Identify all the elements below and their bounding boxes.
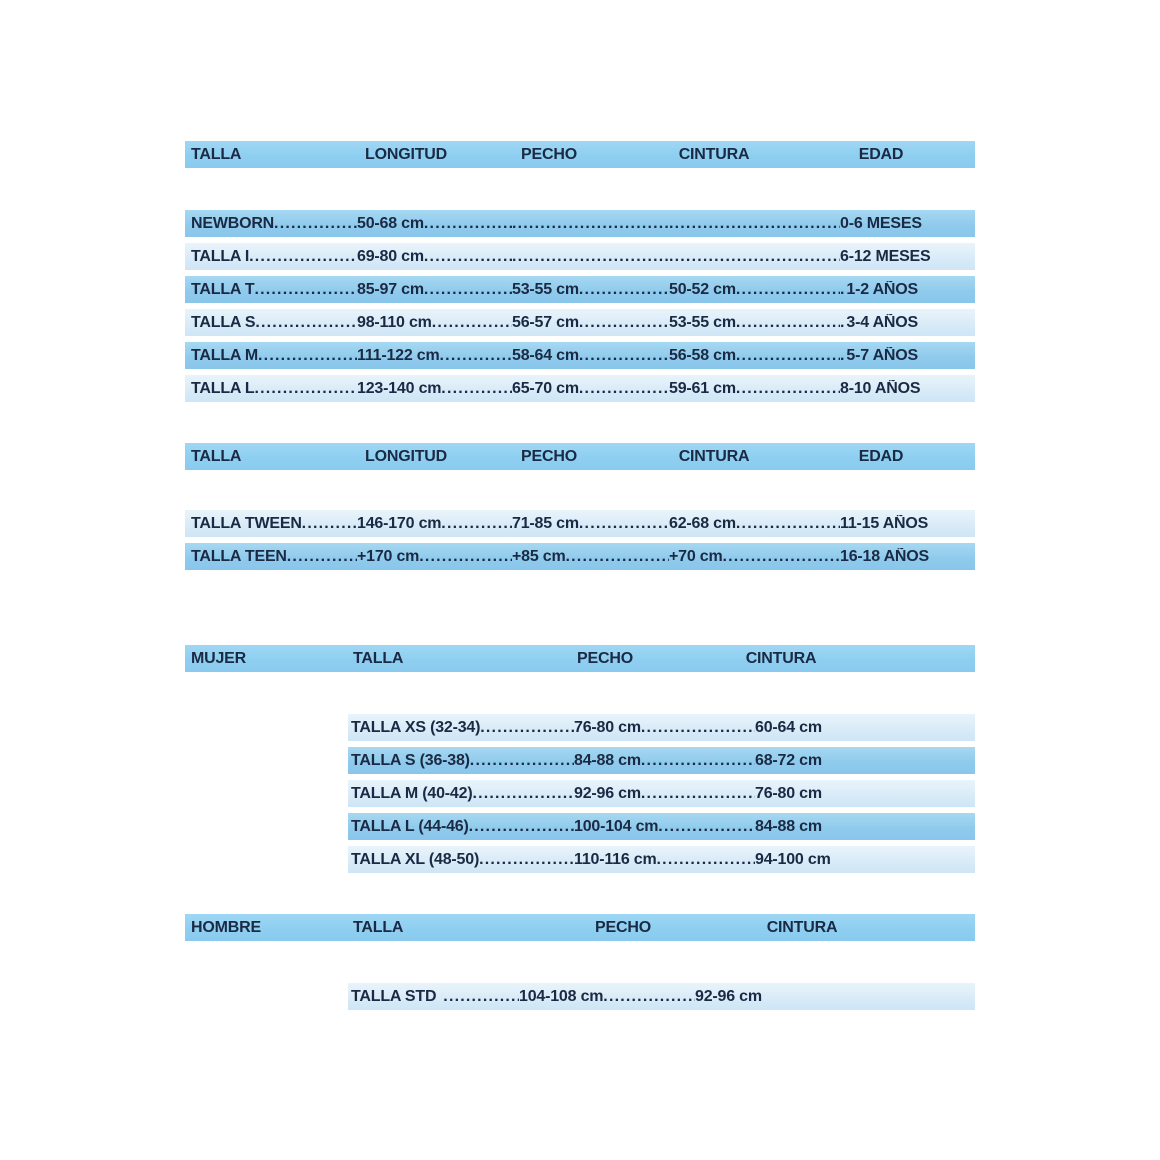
cell-label [191, 515, 357, 533]
column-header-cintura: CINTURA [766, 918, 838, 936]
table-row [348, 813, 975, 840]
table-row [185, 243, 975, 270]
cell-cintura [669, 515, 840, 533]
table-row [185, 309, 975, 336]
column-header-pecho: PECHO [521, 145, 577, 163]
cell-value: 85-97 cm [357, 280, 424, 298]
section-header-mujer: MUJER [191, 649, 247, 667]
cell-value: TALLA TWEEN [191, 514, 302, 532]
cell-value: 59-61 cm [669, 379, 736, 397]
cell-edad [840, 215, 975, 233]
cell-value: 6-12 MESES [840, 247, 931, 265]
table-rows [185, 510, 975, 570]
cell-edad [840, 314, 975, 332]
cell-label [351, 752, 574, 770]
cell-value: TALLA S (36-38) [351, 751, 470, 769]
cell-value: 1-2 AÑOS [846, 280, 918, 298]
cell-value: +85 cm [512, 547, 566, 565]
size-table-women [185, 645, 975, 873]
cell-value: TALLA XL (48-50) [351, 850, 480, 868]
cell-value: 98-110 cm [357, 313, 432, 331]
cell-value: 3-4 AÑOS [846, 313, 918, 331]
cell-value: 84-88 cm [574, 751, 641, 769]
cell-label [191, 380, 357, 398]
cell-value: 8-10 AÑOS [840, 379, 921, 397]
column-header-talla: TALLA [353, 649, 404, 667]
cell-label [351, 785, 574, 803]
cell-cintura [669, 281, 840, 299]
cell-value: 16-18 AÑOS [840, 547, 930, 565]
table-row [185, 510, 975, 537]
section-header-hombre: HOMBRE [191, 918, 261, 936]
column-header-talla: TALLA [191, 447, 242, 465]
size-table-men [185, 914, 975, 1010]
table-row [185, 375, 975, 402]
cell-longitud [357, 380, 512, 398]
cell-longitud [357, 248, 512, 266]
table-rows [185, 983, 975, 1010]
column-header-talla: TALLA [191, 145, 242, 163]
cell-cintura [695, 988, 975, 1006]
cell-value: NEWBORN [191, 214, 275, 232]
cell-value: 146-170 cm [357, 514, 442, 532]
cell-edad [840, 347, 975, 365]
column-header-edad: EDAD [858, 447, 904, 465]
cell-pecho [512, 347, 669, 365]
cell-label [351, 719, 574, 737]
cell-value: 5-7 AÑOS [846, 346, 918, 364]
cell-pecho [574, 719, 755, 737]
cell-longitud [357, 215, 512, 233]
cell-label [351, 851, 574, 869]
cell-longitud [357, 515, 512, 533]
cell-pecho [574, 818, 755, 836]
size-table-kids [185, 141, 975, 402]
cell-value: TALLA I [191, 247, 250, 265]
cell-cintura [669, 215, 840, 233]
cell-value: 71-85 cm [512, 514, 579, 532]
cell-value: 58-64 cm [512, 346, 579, 364]
cell-value: 60-64 cm [755, 718, 822, 736]
cell-value: 76-80 cm [574, 718, 641, 736]
cell-cintura [755, 851, 975, 869]
cell-pecho [512, 248, 669, 266]
cell-value: TALLA S [191, 313, 256, 331]
cell-value: 0-6 MESES [840, 214, 922, 232]
cell-value: +170 cm [357, 547, 420, 565]
cell-cintura [669, 314, 840, 332]
cell-value: 100-104 cm [574, 817, 659, 835]
cell-value: 84-88 cm [755, 817, 822, 835]
cell-value: 104-108 cm [519, 987, 604, 1005]
cell-longitud [357, 548, 512, 566]
cell-label [351, 818, 574, 836]
cell-label [191, 215, 357, 233]
table-row [348, 780, 975, 807]
cell-pecho [512, 281, 669, 299]
cell-cintura [669, 380, 840, 398]
cell-value: TALLA M [191, 346, 259, 364]
table-header-bar [185, 645, 975, 672]
column-header-edad: EDAD [858, 145, 904, 163]
size-table-tween-teen [185, 443, 975, 570]
cell-value: TALLA L [191, 379, 255, 397]
column-header-pecho: PECHO [595, 918, 651, 936]
cell-value: TALLA STD [351, 987, 437, 1005]
cell-pecho [574, 752, 755, 770]
cell-edad [840, 380, 975, 398]
cell-value: 69-80 cm [357, 247, 424, 265]
cell-label [351, 988, 519, 1006]
cell-cintura [669, 347, 840, 365]
table-row [348, 747, 975, 774]
cell-label [191, 248, 357, 266]
cell-label [191, 281, 357, 299]
table-row [185, 543, 975, 570]
cell-value: TALLA L (44-46) [351, 817, 469, 835]
column-header-cintura: CINTURA [745, 649, 817, 667]
column-header-talla: TALLA [353, 918, 404, 936]
table-row [185, 276, 975, 303]
table-row [185, 210, 975, 237]
table-header-bar [185, 914, 975, 941]
cell-value: 76-80 cm [755, 784, 822, 802]
cell-edad [840, 281, 975, 299]
cell-value: 56-58 cm [669, 346, 736, 364]
cell-value: 92-96 cm [574, 784, 641, 802]
cell-pecho [574, 851, 755, 869]
cell-value: 50-68 cm [357, 214, 424, 232]
cell-value: 110-116 cm [574, 850, 657, 868]
cell-pecho [512, 215, 669, 233]
cell-cintura [755, 719, 975, 737]
cell-value: 111-122 cm [357, 346, 440, 364]
cell-cintura [755, 752, 975, 770]
cell-edad [840, 248, 975, 266]
column-header-longitud: LONGITUD [365, 447, 447, 465]
cell-longitud [357, 281, 512, 299]
cell-longitud [357, 314, 512, 332]
cell-edad [840, 515, 975, 533]
cell-value: 123-140 cm [357, 379, 442, 397]
cell-cintura [669, 548, 840, 566]
cell-value: 62-68 cm [669, 514, 736, 532]
cell-cintura [755, 785, 975, 803]
cell-pecho [512, 515, 669, 533]
cell-value: 53-55 cm [669, 313, 736, 331]
cell-pecho [512, 314, 669, 332]
cell-value: TALLA TEEN [191, 547, 287, 565]
cell-label [191, 548, 357, 566]
cell-value: 53-55 cm [512, 280, 579, 298]
cell-edad [840, 548, 975, 566]
column-header-pecho: PECHO [577, 649, 633, 667]
cell-value: TALLA M (40-42) [351, 784, 473, 802]
column-header-longitud: LONGITUD [365, 145, 447, 163]
cell-value: 56-57 cm [512, 313, 579, 331]
cell-pecho [512, 548, 669, 566]
cell-value: 11-15 AÑOS [840, 514, 929, 532]
column-header-cintura: CINTURA [678, 447, 750, 465]
cell-value: 92-96 cm [695, 987, 762, 1005]
cell-pecho [512, 380, 669, 398]
cell-value: TALLA T [191, 280, 255, 298]
cell-label [191, 314, 357, 332]
table-row [348, 983, 975, 1010]
cell-pecho [574, 785, 755, 803]
cell-pecho [519, 988, 695, 1006]
table-rows [185, 714, 975, 873]
cell-cintura [755, 818, 975, 836]
table-row [185, 342, 975, 369]
table-header-bar [185, 141, 975, 168]
table-rows [185, 210, 975, 402]
cell-cintura [669, 248, 840, 266]
table-row [348, 846, 975, 873]
cell-value: 68-72 cm [755, 751, 822, 769]
table-row [348, 714, 975, 741]
cell-value: 65-70 cm [512, 379, 579, 397]
cell-longitud [357, 347, 512, 365]
cell-value: 94-100 cm [755, 850, 831, 868]
cell-value: +70 cm [669, 547, 723, 565]
cell-value: TALLA XS (32-34) [351, 718, 481, 736]
cell-value: 50-52 cm [669, 280, 736, 298]
table-header-bar [185, 443, 975, 470]
cell-label [191, 347, 357, 365]
column-header-pecho: PECHO [521, 447, 577, 465]
column-header-cintura: CINTURA [678, 145, 750, 163]
